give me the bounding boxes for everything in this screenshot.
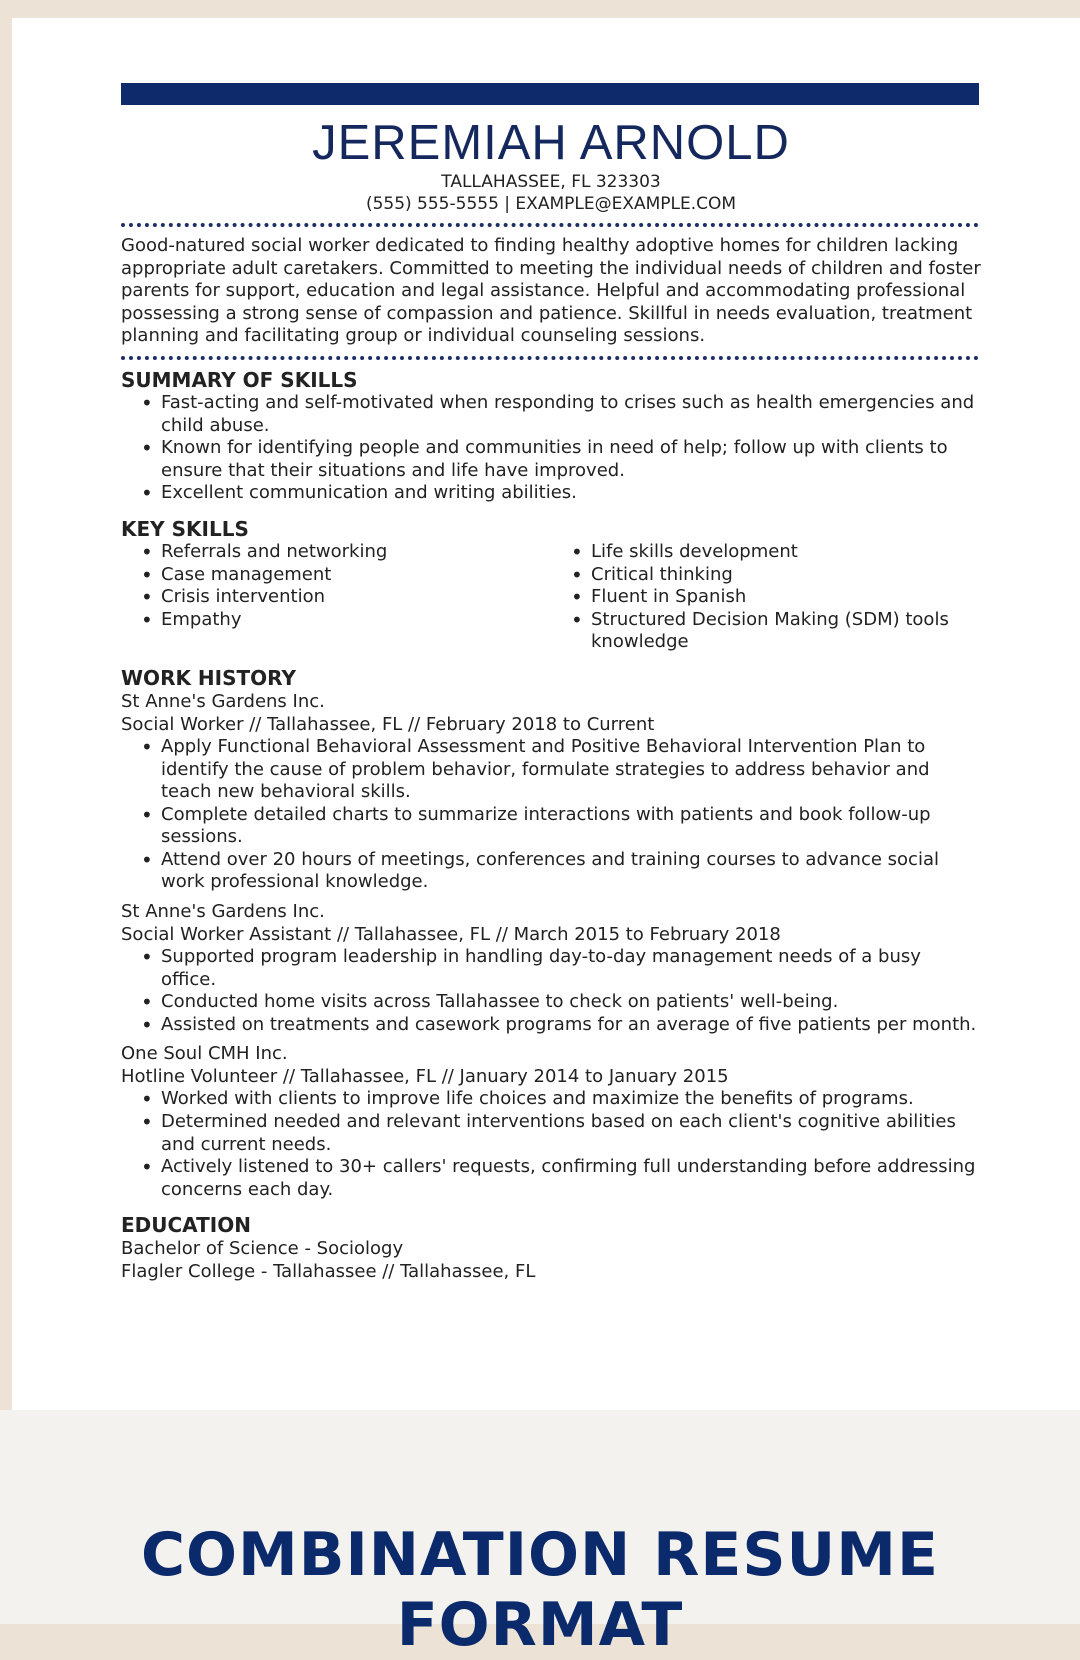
list-item: • Critical thinking xyxy=(571,564,981,587)
skills-summary-list xyxy=(121,392,981,505)
list-item: • Known for identifying people and communities in need of help; follow up with clients to ensure that their situations and life have improved. xyxy=(141,437,981,482)
education-school: Flagler College - Tallahassee // Tallahassee, FL xyxy=(121,1261,536,1283)
candidate-name: JEREMIAH ARNOLD xyxy=(312,116,790,170)
header-bar xyxy=(121,83,979,105)
resume-document xyxy=(121,83,981,1283)
job-company: One Soul CMH Inc. xyxy=(121,1043,288,1065)
list-item: • Empathy xyxy=(141,609,551,632)
list-item: • Excellent communication and writing abilities. xyxy=(141,482,981,505)
list-item: • Fast-acting and self-motivated when responding to crises such as health emergencies and child abuse. xyxy=(141,392,981,437)
list-item: • Structured Decision Making (SDM) tools knowledge xyxy=(571,609,981,654)
list-item: • Assisted on treatments and casework programs for an average of five patients per month. xyxy=(141,1014,981,1037)
list-item: • Conducted home visits across Tallahassee to check on patients' well-being. xyxy=(141,991,981,1014)
list-item: • Attend over 20 hours of meetings, conferences and training courses to advance social work professional knowledge. xyxy=(141,849,981,894)
list-item: • Complete detailed charts to summarize interactions with patients and book follow-up sessions. xyxy=(141,804,981,849)
list-item: • Supported program leadership in handling day-to-day management needs of a busy office. xyxy=(141,946,981,991)
job-company: St Anne's Gardens Inc. xyxy=(121,901,325,923)
address: TALLAHASSEE, FL 323303 xyxy=(441,172,661,192)
list-item: • Actively listened to 30+ callers' requests, confirming full understanding before addressing concerns each day. xyxy=(141,1156,981,1201)
job-title-line: Social Worker // Tallahassee, FL // February 2018 to Current xyxy=(121,713,655,735)
banner-title: COMBINATION RESUME FORMAT xyxy=(141,1520,939,1660)
section-heading-summary-of-skills: SUMMARY OF SKILLS xyxy=(121,367,358,392)
section-heading-work-history: WORK HISTORY xyxy=(121,665,296,690)
divider xyxy=(121,356,979,360)
section-heading-education: EDUCATION xyxy=(121,1213,251,1238)
list-item: • Apply Functional Behavioral Assessment and Positive Behavioral Intervention Plan to identify the cause of problem behavior, formulate strategies to address behavior and teach new behavioral skills. xyxy=(141,736,981,804)
list-item: • Determined needed and relevant interventions based on each client's cognitive abilities and current needs. xyxy=(141,1111,981,1156)
list-item: • Life skills development xyxy=(571,541,981,564)
list-item: • Crisis intervention xyxy=(141,586,551,609)
list-item: • Case management xyxy=(141,564,551,587)
job-title-line: Hotline Volunteer // Tallahassee, FL // January 2014 to January 2015 xyxy=(121,1066,729,1088)
key-skills-right xyxy=(551,541,981,654)
professional-summary: Good-natured social worker dedicated to finding healthy adoptive homes for children lacking appropriate adult caretakers. Committed to meeting the individual needs of children and foster parents for support, education and legal assistance. Helpful and accommodating professional possessing a strong sense of compassion and patience. Skillful in needs evaluation, treatment planning and facilitating group or individual counseling sessions. xyxy=(121,235,981,347)
job-bullets xyxy=(121,946,981,1036)
job-bullets xyxy=(121,1088,981,1201)
list-item: • Worked with clients to improve life choices and maximize the benefits of programs. xyxy=(141,1088,981,1111)
list-item: • Fluent in Spanish xyxy=(571,586,981,609)
job-bullets xyxy=(121,736,981,894)
divider xyxy=(121,223,979,227)
section-heading-key-skills: KEY SKILLS xyxy=(121,516,249,541)
list-item: • Referrals and networking xyxy=(141,541,551,564)
education-degree: Bachelor of Science - Sociology xyxy=(121,1238,404,1260)
job-company: St Anne's Gardens Inc. xyxy=(121,690,325,712)
key-skills-left xyxy=(121,541,551,654)
contact-info: (555) 555-5555 | EXAMPLE@EXAMPLE.COM xyxy=(365,194,737,214)
key-skills-columns xyxy=(121,541,981,654)
job-title-line: Social Worker Assistant // Tallahassee, FL // March 2015 to February 2018 xyxy=(121,924,781,946)
